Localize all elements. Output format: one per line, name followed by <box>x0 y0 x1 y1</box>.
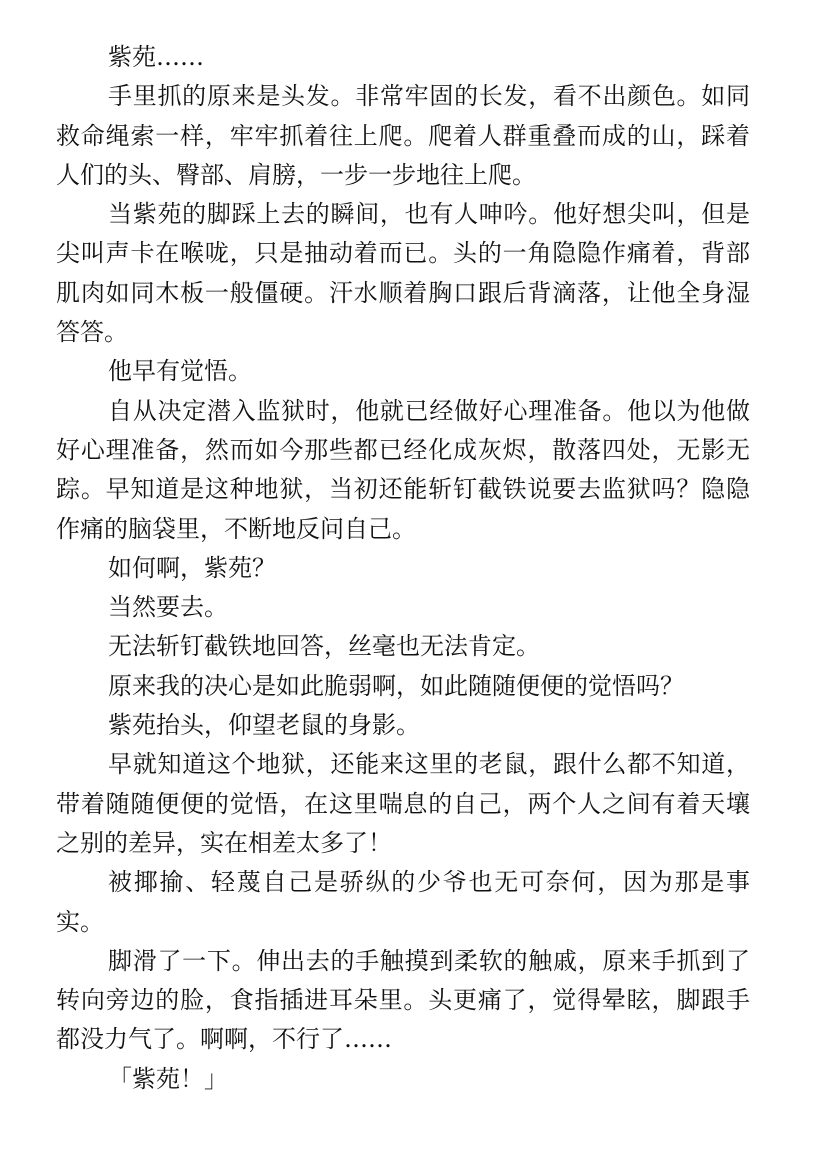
paragraph: 手里抓的原来是头发。非常牢固的长发，看不出颜色。如同救命绳索一样，牢牢抓着往上爬。爬着人群重叠而成的山，踩着人们的头、臀部、肩膀，一步一步地往上爬。 <box>56 82 750 189</box>
paragraph: 早就知道这个地狱，还能来这里的老鼠，跟什么都不知道，带着随随便便的觉悟，在这里喘息的自己，两个人之间有着天壤之别的差异，实在相差太多了！ <box>56 750 750 857</box>
paragraph: 被揶揄、轻蔑自己是骄纵的少爷也无可奈何，因为那是事实。 <box>56 868 750 936</box>
paragraph: 当然要去。 <box>108 593 228 622</box>
paragraph: 他早有觉悟。 <box>108 357 252 386</box>
paragraph: 紫苑抬头，仰望老鼠的身影。 <box>108 711 420 740</box>
paragraph: 脚滑了一下。伸出去的手触摸到柔软的触戚，原来手抓到了转向旁边的脸，食指插进耳朵里。头更痛了，觉得晕眩，脚跟手都没力气了。啊啊，不行了…… <box>56 946 750 1054</box>
paragraph: 如何啊，紫苑？ <box>108 553 276 582</box>
paragraph: 当紫苑的脚踩上去的瞬间，也有人呻吟。他好想尖叫，但是尖叫声卡在喉咙，只是抽动着而已。头的一角隐隐作痛着，背部肌肉如同木板一般僵硬。汗水顺着胸口跟后背滴落，让他全身湿答答。 <box>56 200 750 347</box>
paragraph: 「紫苑！」 <box>108 1064 228 1093</box>
paragraph: 原来我的决心是如此脆弱啊，如此随随便便的觉悟吗？ <box>108 671 684 700</box>
page-text <box>56 38 750 1099</box>
paragraph: 紫苑…… <box>108 43 204 71</box>
paragraph: 无法斩钉截铁地回答，丝毫也无法肯定。 <box>108 632 540 661</box>
paragraph: 自从决定潜入监狱时，他就已经做好心理准备。他以为他做好心理准备，然而如今那些都已经化成灰烬，散落四处，无影无踪。早知道是这种地狱，当初还能斩钉截铁说要去监狱吗？隐隐作痛的脑袋里，不断地反问自己。 <box>56 396 750 543</box>
